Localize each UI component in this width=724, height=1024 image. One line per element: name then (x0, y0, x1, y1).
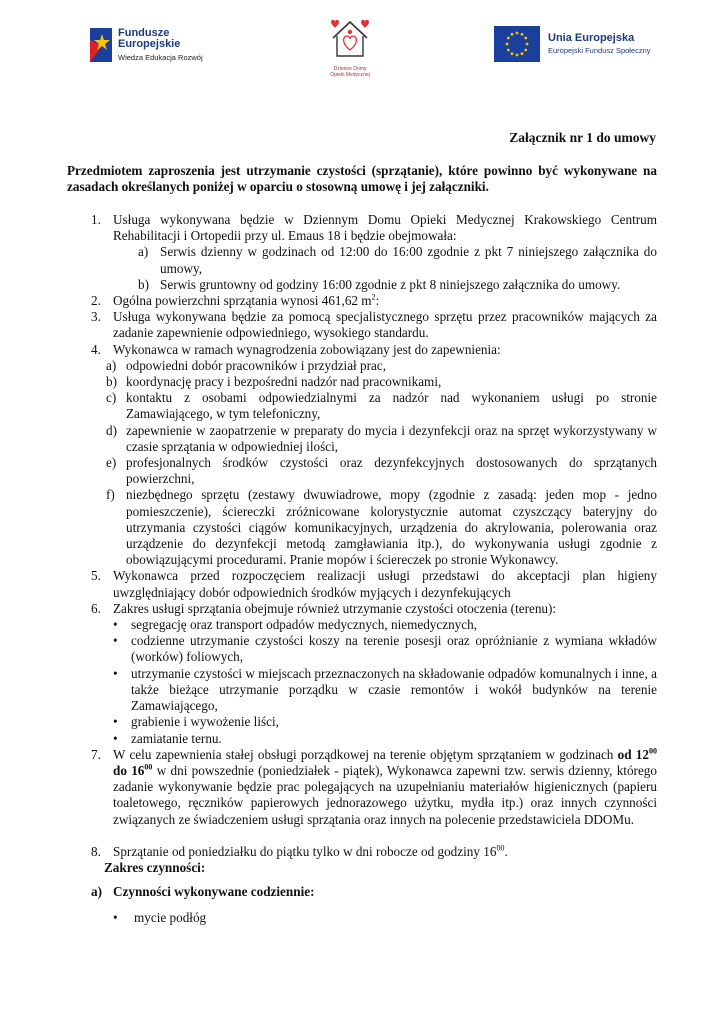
item-number: 1. (91, 212, 101, 227)
list-item-7: 7. W celu zapewnienia stałej obsługi porządkowej na terenie objętym sprzątaniem w godzinach od $12^{00}$ do $16^{00}$ w dni powszednie (poniedziałek - piątek), Wykonawca zapewni tzw. serwis dzienny, którego zadanie wykonywanie będzie prac polegających na uzupełnianiu materiałów higienicznych (papieru toaletowego, ręczników papierowych jednorazowego użytku, mydła itp.) oraz innych czynności związanych ze świadczeniem usługi sprzątania oraz innych na polecenie przedstawiciela DDOMu. (91, 746, 657, 827)
ddom-caption-2: Opieki Medycznej (330, 72, 370, 78)
sub-item-4a: a) odpowiedni dobór pracowników i przydział prac, (106, 357, 387, 373)
bullet-item: • grabienie i wywożenie liści, (113, 714, 279, 730)
fe-line3: Wiedza Edukacja Rozwój (118, 53, 203, 62)
bullet-item: • mycie podłóg (113, 910, 207, 926)
fe-line1: Fundusze (118, 27, 170, 39)
fe-star-icon (86, 26, 116, 64)
sub-item-4f: f) niezbędnego sprzętu (zestawy dwuwiadrowe, mopy (zgodnie z zasadą: jeden mop - jedno pomieszczenie), ściereczki zróżnicowane kolorystycznie automat czyszczący bateryjny do utrzymania czystości ciągów komunikacyjnych, urządzenia do akrylowania, polerowania oraz urządzenie do dezynfekcji metodą zamgławiania itp.), do wykonywania usługi zgodnie z obowiązującymi procedurami. Pranie mopów i ściereczek po stronie Wykonawcy. (106, 487, 657, 568)
eu-line2: Europejski Fundusz Społeczny (548, 46, 651, 55)
daily-tasks-heading: a) Czynności wykonywane codziennie: (91, 884, 315, 900)
fundusze-europejskie-logo (86, 22, 216, 70)
sub-item-4d: d) zapewnienie w zaopatrzenie w preparaty do mycia i dezynfekcji oraz na sprzęt wykorzystywany w czasie sprzątania w odpowiedniej ilości, (106, 422, 657, 454)
ddom-caption-1: Dzienne Domy (333, 66, 367, 72)
eu-line1: Unia Europejska (548, 32, 635, 44)
bullet-item: • utrzymanie czystości w miejscach przeznaczonych na składowanie odpadów komunalnych i inne, a także bieżące utrzymanie porządku w czasie remontów i wokół budynków na terenie Zamawiającego, (113, 665, 657, 714)
ddom-logo (320, 14, 380, 84)
list-item-1 (0, 212, 724, 244)
house-hearts-icon (327, 14, 373, 62)
intro-paragraph: Przedmiotem zaproszenia jest utrzymanie czystości (sprzątanie), które powinno być wykonywane na zasadach określanych poniżej w oparciu o stosowną umowę i jej załączniki. (67, 163, 657, 194)
sub-item-1b: b) Serwis gruntowny od godziny 16:00 zgodnie z pkt 8 niniejszego załącznika do umowy. (138, 276, 621, 292)
list-item-4: 4. Wykonawca w ramach wynagrodzenia zobowiązany jest do zapewnienia: (91, 341, 501, 357)
list-item-2: 2. Ogólna powierzchni sprzątania wynosi 461,62 $m^2$: (91, 292, 380, 309)
list-item-6: 6. Zakres usługi sprzątania obejmuje również utrzymanie czystości otoczenia (terenu): (91, 600, 557, 616)
fe-line2: Europejskie (118, 38, 181, 50)
bullet-item: • codzienne utrzymanie czystości koszy na terenie posesji oraz opróżnianie z wymiana wkładów (worków) foliowych, (113, 633, 657, 665)
list-item-3: 3. Usługa wykonywana będzie za pomocą specjalistycznego sprzętu przez pracowników mających za zadanie zapewnienie odpowiedniego, wysokiego standardu. (91, 309, 657, 341)
sub-item-1a: a) Serwis dzienny w godzinach od 12:00 do 16:00 zgodnie z pkt 7 niniejszego załącznika do umowy, (138, 244, 657, 276)
bullet-item: • zamiatanie ternu. (113, 730, 222, 746)
eu-logo (494, 26, 664, 66)
attachment-label: Załącznik nr 1 do umowy (509, 130, 656, 145)
sub-item-4c: c) kontaktu z osobami odpowiedzialnymi za nadzór nad wykonaniem usługi po stronie Zamawiającego, w tym telefoniczny, (106, 390, 657, 422)
sub-item-4e: e) profesjonalnych środków czystości oraz dezynfekcyjnych dostosowanych do sprzątanych powierzchni, (106, 455, 657, 487)
scope-title: Zakres czynności: (104, 859, 206, 875)
document-body (0, 212, 724, 927)
bullet-item: • segregację oraz transport odpadów medycznych, niemedycznych, (113, 617, 478, 633)
list-item-8: 8. Sprzątanie od poniedziałku do piątku tylko w dni robocze od godziny $16^{00}$. (91, 843, 508, 859)
list-item-5: 5. Wykonawca przed rozpoczęciem realizacji usługi przedstawi do akceptacji plan higieny uwzględniający dobór odpowiednich środków myjących i dezynfekujących (91, 568, 657, 600)
eu-flag-icon (494, 26, 540, 62)
item-text: Usługa wykonywana będzie w Dziennym Domu Opieki Medycznej Krakowskiego Centrum Rehabilitacji i Ortopedii przy ul. Emaus 18 i będzie obejmowała: (113, 212, 657, 244)
sub-item-4b: b) koordynację pracy i bezpośredni nadzór nad pracownikami, (106, 374, 442, 390)
